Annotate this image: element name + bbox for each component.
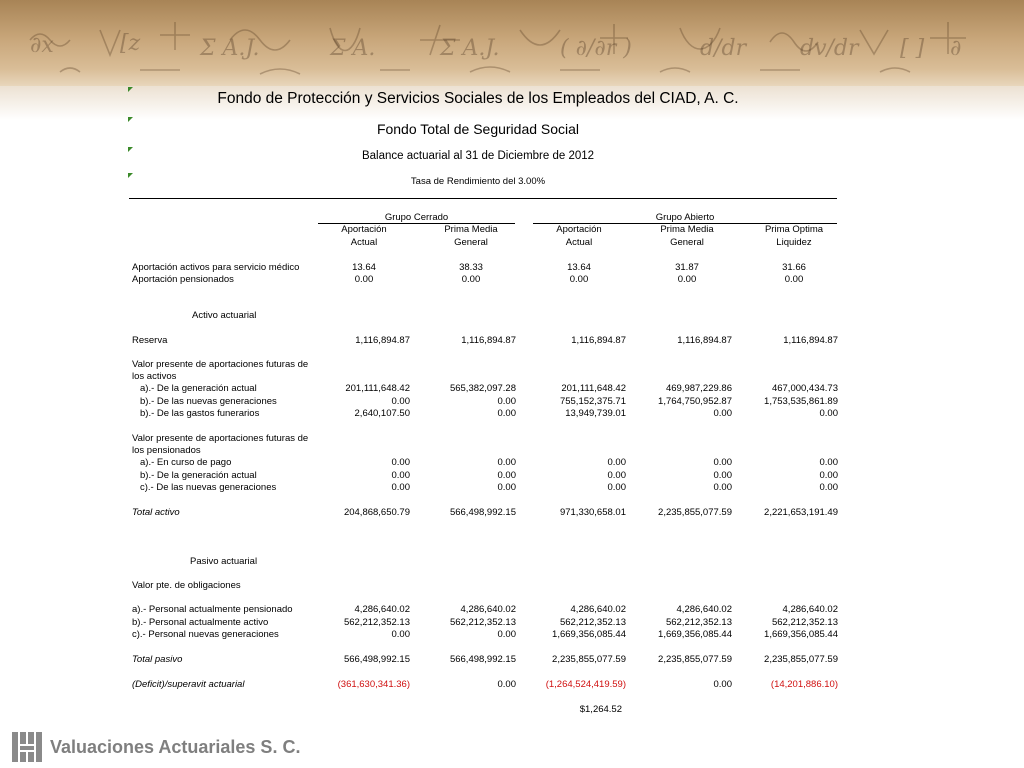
table-cell: 2,221,653,191.49 bbox=[764, 507, 838, 518]
row-label: Total activo bbox=[132, 507, 180, 518]
svg-text:∂x: ∂x bbox=[30, 33, 54, 58]
table-cell: 0.00 bbox=[391, 457, 410, 468]
table-cell: 562,212,352.13 bbox=[559, 617, 626, 628]
svg-text:[z: [z bbox=[120, 31, 141, 56]
table-cell: (1,264,524,419.59) bbox=[545, 679, 626, 690]
table-cell: 0.00 bbox=[497, 679, 516, 690]
row-label: b).- De la generación actual bbox=[140, 470, 257, 481]
row-label: Valor presente de aportaciones futuras de bbox=[132, 359, 309, 370]
table-cell: 4,286,640.02 bbox=[570, 604, 626, 615]
table-cell: 2,235,855,077.59 bbox=[658, 507, 732, 518]
column-header: Actual bbox=[350, 237, 378, 248]
table-cell: 467,000,434.73 bbox=[771, 383, 838, 394]
column-header: Aportación bbox=[556, 224, 602, 235]
table-cell: 562,212,352.13 bbox=[665, 617, 732, 628]
row-label: Reserva bbox=[132, 335, 168, 346]
section-title: Activo actuarial bbox=[192, 310, 257, 321]
group-open-header: Grupo Abierto bbox=[655, 212, 715, 223]
column-header: Aportación bbox=[341, 224, 387, 235]
table-cell: 4,286,640.02 bbox=[782, 604, 838, 615]
fund-title: Fondo Total de Seguridad Social bbox=[376, 121, 580, 137]
table-cell: 0.00 bbox=[819, 470, 838, 481]
svg-text:dv/dr: dv/dr bbox=[800, 36, 859, 61]
table-cell: 562,212,352.13 bbox=[449, 617, 516, 628]
row-label: Valor pte. de obligaciones bbox=[132, 580, 241, 591]
row-label: c).- Personal nuevas generaciones bbox=[132, 629, 279, 640]
table-cell: 13.64 bbox=[567, 262, 591, 273]
table-cell: 469,987,229.86 bbox=[665, 383, 732, 394]
table-cell: 0.00 bbox=[391, 482, 410, 493]
svg-text:[ ]: [ ] bbox=[900, 36, 925, 61]
table-cell: 0.00 bbox=[713, 408, 732, 419]
column-header: Liquidez bbox=[776, 237, 812, 248]
row-label: Total pasivo bbox=[132, 654, 183, 665]
row-label: a).- Personal actualmente pensionado bbox=[132, 604, 293, 615]
table-cell: 13,949,739.01 bbox=[565, 408, 626, 419]
table-cell: 0.00 bbox=[497, 396, 516, 407]
row-label: Valor presente de aportaciones futuras de bbox=[132, 433, 309, 444]
table-cell: (14,201,886.10) bbox=[770, 679, 838, 690]
table-cell: 0.00 bbox=[819, 482, 838, 493]
column-header: Actual bbox=[565, 237, 593, 248]
table-cell: 1,116,894.87 bbox=[783, 335, 838, 346]
table-cell: 1,116,894.87 bbox=[461, 335, 516, 346]
table-cell: 0.00 bbox=[607, 457, 626, 468]
table-cell: 1,116,894.87 bbox=[355, 335, 410, 346]
table-cell: 1,669,356,085.44 bbox=[764, 629, 838, 640]
table-cell: 0.00 bbox=[677, 274, 697, 285]
svg-text:d/dr: d/dr bbox=[700, 36, 747, 61]
table-cell: 0.00 bbox=[607, 470, 626, 481]
row-label: los activos bbox=[132, 371, 177, 382]
table-cell: 0.00 bbox=[607, 482, 626, 493]
table-cell: 0.00 bbox=[497, 470, 516, 481]
table-cell: 0.00 bbox=[713, 679, 732, 690]
row-label: (Deficit)/superavit actuarial bbox=[132, 679, 245, 690]
table-cell: 1,116,894.87 bbox=[677, 335, 732, 346]
table-cell: 38.33 bbox=[459, 262, 483, 273]
table-cell: 0.00 bbox=[784, 274, 804, 285]
table-cell: 0.00 bbox=[497, 482, 516, 493]
table-cell: 566,498,992.15 bbox=[343, 654, 410, 665]
column-header: General bbox=[454, 237, 488, 248]
table-cell: 31.87 bbox=[675, 262, 699, 273]
table-cell: 4,286,640.02 bbox=[676, 604, 732, 615]
row-label: a).- De la generación actual bbox=[140, 383, 257, 394]
table-cell: 31.66 bbox=[782, 262, 806, 273]
table-cell: 1,116,894.87 bbox=[571, 335, 626, 346]
row-label: Aportación activos para servicio médico bbox=[132, 262, 300, 273]
table-cell: 201,111,648.42 bbox=[345, 383, 410, 394]
row-label: a).- En curso de pago bbox=[140, 457, 232, 468]
company-logo-icon bbox=[12, 732, 42, 762]
table-cell: 0.00 bbox=[713, 470, 732, 481]
row-label: c).- De las nuevas generaciones bbox=[140, 482, 277, 493]
column-header: General bbox=[670, 237, 704, 248]
table-cell: 565,382,097.28 bbox=[449, 383, 516, 394]
table-cell: 0.00 bbox=[391, 470, 410, 481]
table-cell: 0.00 bbox=[497, 629, 516, 640]
table-cell: 2,235,855,077.59 bbox=[658, 654, 732, 665]
table-cell: 562,212,352.13 bbox=[771, 617, 838, 628]
svg-text:( ∂/∂r ): ( ∂/∂r ) bbox=[560, 36, 632, 61]
table-cell: 0.00 bbox=[461, 274, 481, 285]
column-header: Prima Optima bbox=[764, 224, 824, 235]
column-header: Prima Media bbox=[660, 224, 714, 235]
table-cell: 0.00 bbox=[391, 396, 410, 407]
table-cell: 0.00 bbox=[819, 408, 838, 419]
math-formula-banner bbox=[0, 0, 1024, 86]
table-cell: 0.00 bbox=[354, 274, 374, 285]
table-cell: 971,330,658.01 bbox=[559, 507, 626, 518]
row-label: Aportación pensionados bbox=[132, 274, 234, 285]
table-cell: 2,640,107.50 bbox=[354, 408, 410, 419]
table-cell: 4,286,640.02 bbox=[460, 604, 516, 615]
row-label: b).- Personal actualmente activo bbox=[132, 617, 269, 628]
extra-value: $1,264.52 bbox=[579, 704, 622, 715]
row-label: los pensionados bbox=[132, 445, 201, 456]
table-cell: 0.00 bbox=[391, 629, 410, 640]
table-cell: 4,286,640.02 bbox=[354, 604, 410, 615]
table-cell: 0.00 bbox=[569, 274, 589, 285]
table-cell: 1,764,750,952.87 bbox=[658, 396, 732, 407]
table-cell: 1,753,535,861.89 bbox=[764, 396, 838, 407]
table-cell: 755,152,375.71 bbox=[559, 396, 626, 407]
svg-text:Σ A.J.: Σ A.J. bbox=[440, 36, 500, 61]
company-name: Valuaciones Actuariales S. C. bbox=[50, 737, 301, 757]
table-cell: 0.00 bbox=[713, 457, 732, 468]
header-banner bbox=[0, 0, 1024, 86]
svg-text:∂: ∂ bbox=[950, 36, 962, 61]
table-cell: 13.64 bbox=[352, 262, 376, 273]
header-divider bbox=[129, 198, 837, 199]
table-cell: (361,630,341.36) bbox=[337, 679, 410, 690]
table-cell: 0.00 bbox=[497, 457, 516, 468]
page-title: Fondo de Protección y Servicios Sociales de los Empleados del CIAD, A. C. bbox=[217, 90, 739, 107]
section-title: Pasivo actuarial bbox=[190, 556, 258, 567]
row-label: b).- De las nuevas generaciones bbox=[140, 396, 277, 407]
table-cell: 566,498,992.15 bbox=[449, 654, 516, 665]
table-cell: 0.00 bbox=[819, 457, 838, 468]
svg-text:Σ A.: Σ A. bbox=[330, 36, 376, 61]
table-cell: 566,498,992.15 bbox=[449, 507, 516, 518]
table-cell: 562,212,352.13 bbox=[343, 617, 410, 628]
table-cell: 1,669,356,085.44 bbox=[552, 629, 626, 640]
table-cell: 201,111,648.42 bbox=[561, 383, 626, 394]
table-cell: 1,669,356,085.44 bbox=[658, 629, 732, 640]
balance-date: Balance actuarial al 31 de Diciembre de 2012 bbox=[361, 150, 595, 162]
table-cell: 0.00 bbox=[713, 482, 732, 493]
table-cell: 2,235,855,077.59 bbox=[552, 654, 626, 665]
table-cell: 2,235,855,077.59 bbox=[764, 654, 838, 665]
return-rate: Tasa de Rendimiento del 3.00% bbox=[410, 176, 546, 187]
table-cell: 204,868,650.79 bbox=[343, 507, 410, 518]
table-cell: 0.00 bbox=[497, 408, 516, 419]
column-header: Prima Media bbox=[444, 224, 498, 235]
row-label: b).- De las gastos funerarios bbox=[140, 408, 260, 419]
svg-text:Σ A.J.: Σ A.J. bbox=[200, 36, 260, 61]
group-closed-header: Grupo Cerrado bbox=[384, 212, 449, 223]
